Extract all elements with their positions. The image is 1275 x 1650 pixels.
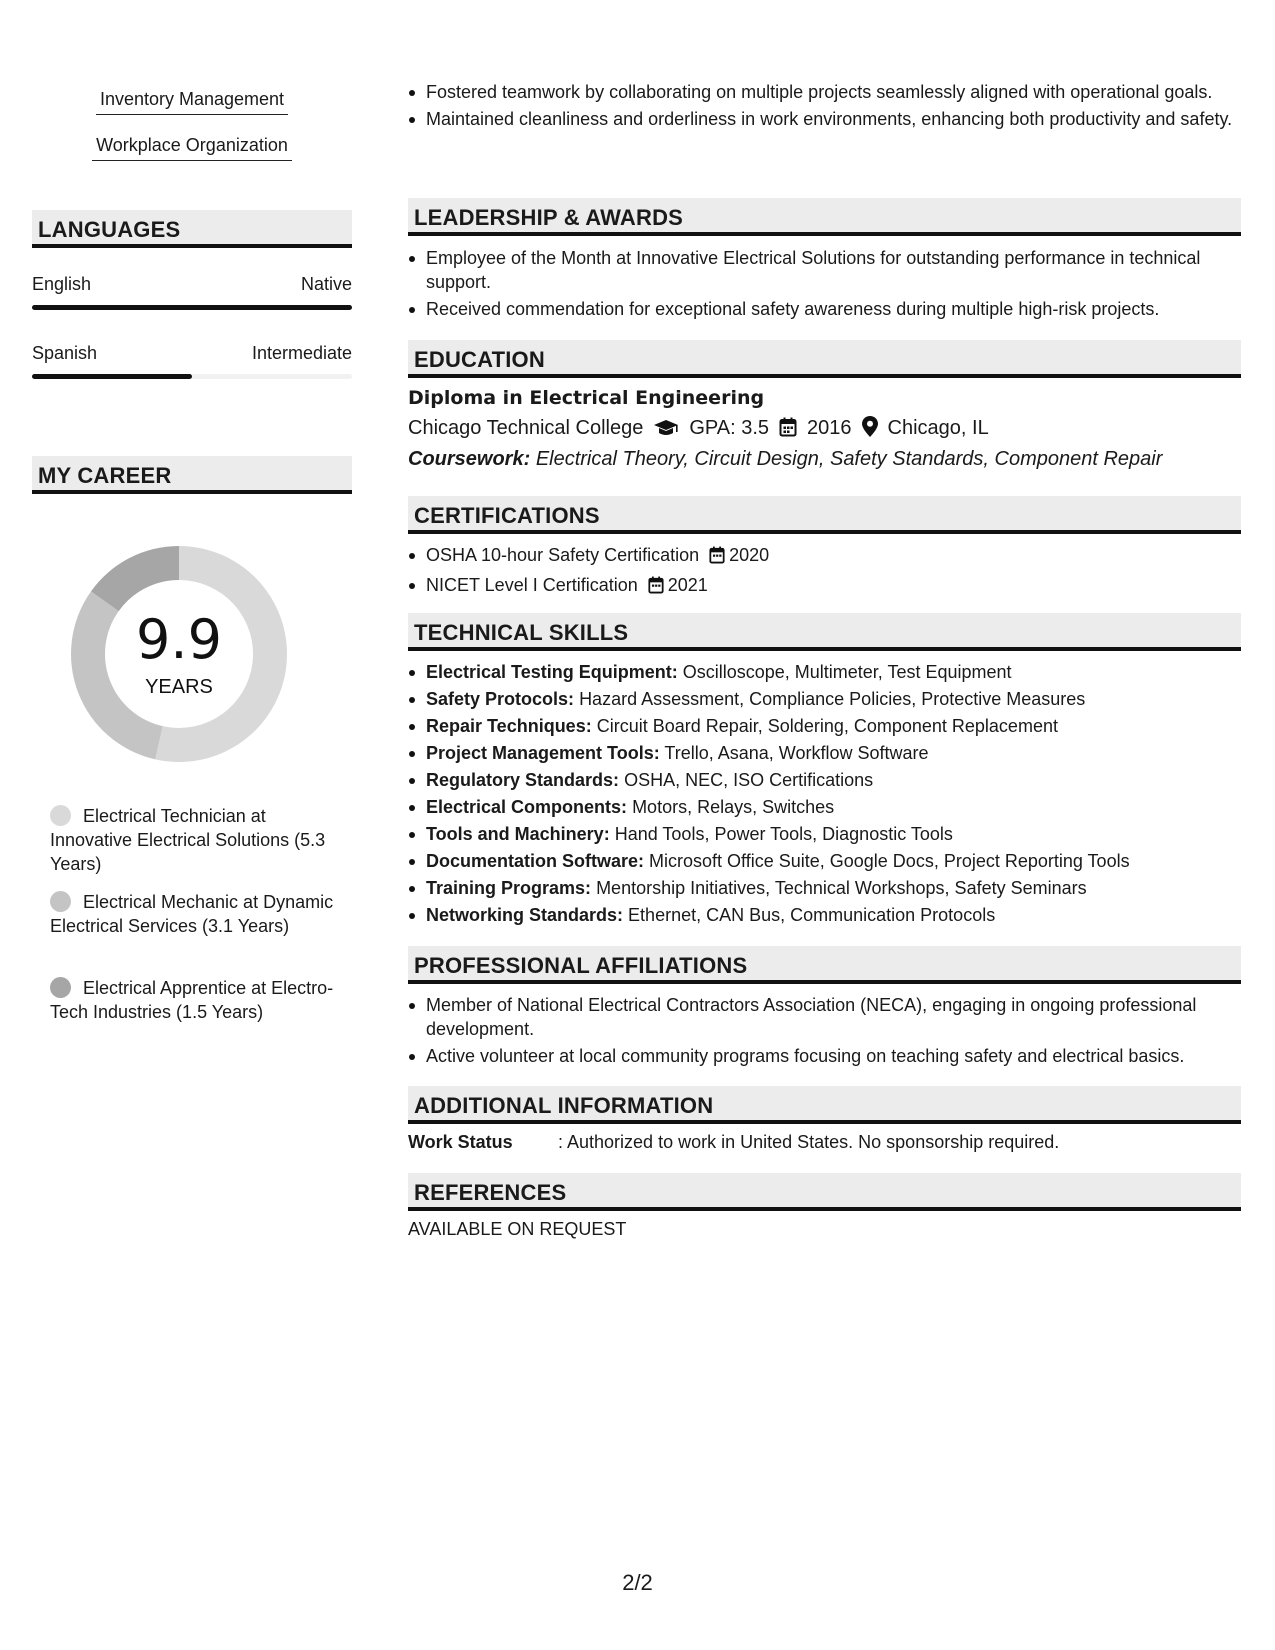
languages-heading: LANGUAGES <box>32 210 352 248</box>
skill-value: Mentorship Initiatives, Technical Workshops, Safety Seminars <box>596 878 1087 898</box>
page-number: 2/2 <box>622 1570 653 1595</box>
certifications-list <box>408 543 1259 600</box>
skill-item <box>426 660 1259 684</box>
leadership-heading: LEADERSHIP & AWARDS <box>408 198 1241 236</box>
coursework-label: Coursework: <box>408 448 531 470</box>
coursework <box>408 448 1162 471</box>
references-text: AVAILABLE ON REQUEST <box>408 1219 627 1239</box>
skill-value: Oscilloscope, Multimeter, Test Equipment <box>682 662 1012 682</box>
school-name: Chicago Technical College <box>408 417 644 439</box>
skill-item <box>426 687 1259 711</box>
legend-dot <box>50 805 71 826</box>
certifications-heading: CERTIFICATIONS <box>408 496 1241 534</box>
career-years-label: YEARS <box>145 676 213 698</box>
career-item: Electrical Apprentice at Electro-Tech Industries (1.5 Years) <box>50 978 334 1022</box>
skill-label: Regulatory Standards: <box>426 770 620 790</box>
certification-name: OSHA 10-hour Safety Certification <box>426 545 700 565</box>
gpa: GPA: 3.5 <box>689 417 770 439</box>
skill-item <box>426 714 1259 738</box>
list-item: Maintained cleanliness and orderliness in work environments, enhancing both productivity and safety. <box>426 107 1259 131</box>
skill-label: Repair Techniques: <box>426 716 592 736</box>
skill-value: Hand Tools, Power Tools, Diagnostic Tools <box>614 824 953 844</box>
certification-year: 2020 <box>729 545 770 565</box>
degree-title: Diploma in Electrical Engineering <box>408 387 765 409</box>
language-bar <box>32 305 352 310</box>
career-item: Electrical Mechanic at Dynamic Electrical Services (3.1 Years) <box>50 892 334 936</box>
skill-label: Safety Protocols: <box>426 689 575 709</box>
language-bar-fill <box>32 374 192 379</box>
calendar-icon <box>709 546 725 570</box>
career-heading: MY CAREER <box>32 456 352 494</box>
calendar-icon <box>648 576 664 600</box>
list-item: Active volunteer at local community programs focusing on teaching safety and electrical basics. <box>426 1044 1259 1068</box>
list-item <box>426 573 1259 600</box>
education-details <box>408 416 989 443</box>
coursework-list: Electrical Theory, Circuit Design, Safety Standards, Component Repair <box>535 448 1163 470</box>
language-bar <box>32 374 352 379</box>
language-bar-fill <box>32 305 352 310</box>
certification-year: 2021 <box>667 575 708 595</box>
additional-info-heading: ADDITIONAL INFORMATION <box>408 1086 1241 1124</box>
calendar-icon <box>779 417 797 443</box>
work-status-label: Work Status <box>408 1132 513 1152</box>
skill-label: Tools and Machinery: <box>426 824 610 844</box>
legend-dot <box>50 977 71 998</box>
career-total-years: 9.9 <box>136 608 222 671</box>
skill-value: Circuit Board Repair, Soldering, Component Replacement <box>596 716 1058 736</box>
list-item: Employee of the Month at Innovative Electrical Solutions for outstanding performance in technical support. <box>426 246 1259 294</box>
language-name: English <box>32 274 92 294</box>
skill-item <box>426 903 1259 927</box>
education-heading: EDUCATION <box>408 340 1241 378</box>
affiliations-list <box>408 993 1259 1068</box>
legend-dot <box>50 891 71 912</box>
skill-value: Microsoft Office Suite, Google Docs, Project Reporting Tools <box>649 851 1130 871</box>
skill-value: Trello, Asana, Workflow Software <box>664 743 929 763</box>
language-name: Spanish <box>32 343 98 363</box>
certification-name: NICET Level I Certification <box>426 575 638 595</box>
technical-skills-list <box>408 660 1259 930</box>
references-heading: REFERENCES <box>408 1173 1241 1211</box>
skill-label: Electrical Components: <box>426 797 628 817</box>
skill-label: Training Programs: <box>426 878 592 898</box>
skill-label: Networking Standards: <box>426 905 624 925</box>
skill-item <box>426 849 1259 873</box>
skill-item <box>426 795 1259 819</box>
skill-item <box>426 768 1259 792</box>
skill-value: Hazard Assessment, Compliance Policies, Protective Measures <box>579 689 1086 709</box>
map-pin-icon <box>862 416 878 443</box>
skill-item <box>426 876 1259 900</box>
school-location: Chicago, IL <box>887 417 989 439</box>
skill-item <box>426 822 1259 846</box>
skill-value: Ethernet, CAN Bus, Communication Protocols <box>628 905 996 925</box>
graduation-year: 2016 <box>807 417 852 439</box>
language-level: Intermediate <box>251 343 352 363</box>
list-item: Fostered teamwork by collaborating on multiple projects seamlessly aligned with operational goals. <box>426 80 1259 104</box>
skill-item <box>426 741 1259 765</box>
list-item <box>426 543 1259 570</box>
skill-label: Documentation Software: <box>426 851 645 871</box>
language-level: Native <box>300 274 352 294</box>
skill-value: Motors, Relays, Switches <box>632 797 835 817</box>
skill-label: Electrical Testing Equipment: <box>426 662 678 682</box>
skill-value: OSHA, NEC, ISO Certifications <box>624 770 874 790</box>
experience-bullets <box>408 80 1259 131</box>
skill-tag: Inventory Management <box>32 88 352 115</box>
skill-tag: Workplace Organization <box>32 134 352 161</box>
graduation-cap-icon <box>653 419 679 443</box>
affiliations-heading: PROFESSIONAL AFFILIATIONS <box>408 946 1241 984</box>
skill-label: Project Management Tools: <box>426 743 660 763</box>
work-status-value: : Authorized to work in United States. No sponsorship required. <box>558 1132 1060 1152</box>
list-item: Member of National Electrical Contractors Association (NECA), engaging in ongoing professional development. <box>426 993 1259 1041</box>
technical-skills-heading: TECHNICAL SKILLS <box>408 613 1241 651</box>
career-item: Electrical Technician at Innovative Electrical Solutions (5.3 Years) <box>50 806 326 874</box>
list-item: Received commendation for exceptional safety awareness during multiple high-risk projects. <box>426 297 1259 321</box>
leadership-list <box>408 246 1259 321</box>
